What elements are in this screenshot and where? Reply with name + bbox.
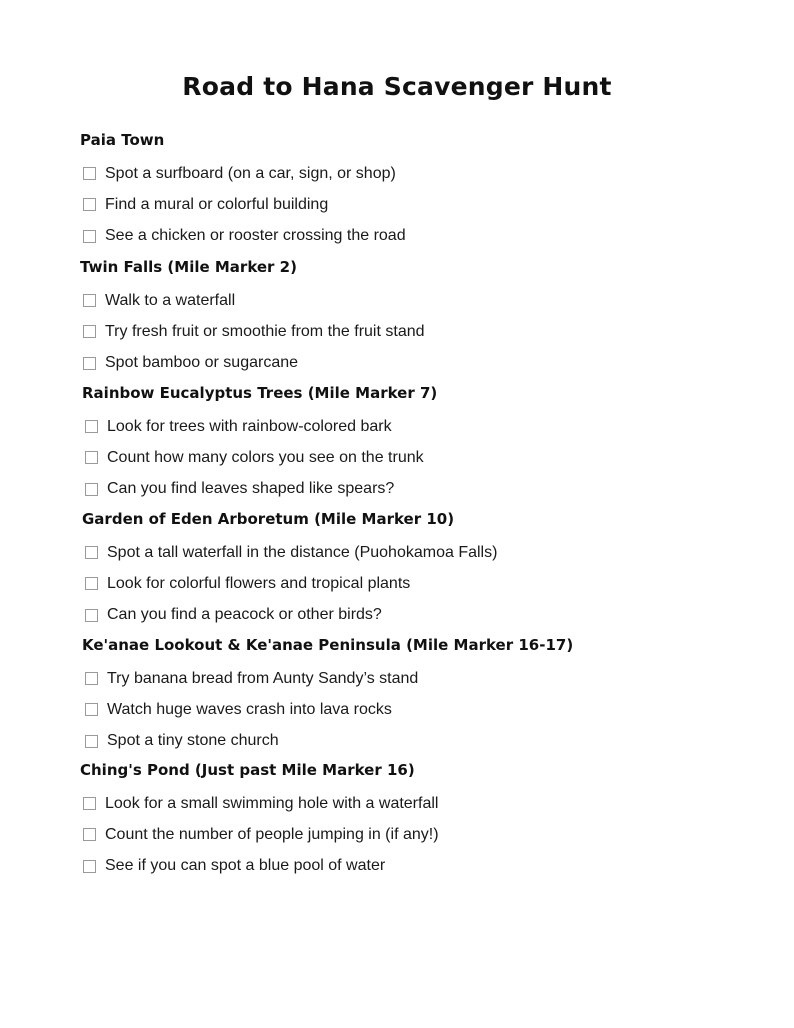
list-item — [82, 694, 573, 725]
list-item — [82, 442, 437, 473]
checkbox[interactable] — [83, 167, 96, 180]
item-label: Count the number of people jumping in (if any!) — [105, 825, 439, 843]
item-label: Try banana bread from Aunty Sandy’s stand — [107, 669, 419, 687]
checkbox[interactable] — [83, 860, 96, 873]
list-item — [82, 726, 573, 757]
section-heading: Ching's Pond (Just past Mile Marker 16) — [80, 761, 415, 779]
section-garden-of-eden — [82, 509, 497, 631]
checkbox[interactable] — [83, 230, 96, 243]
list-item — [80, 221, 406, 252]
section-keanae — [82, 635, 573, 757]
checkbox[interactable] — [85, 546, 98, 559]
section-heading: Ke'anae Lookout & Ke'anae Peninsula (Mile Marker 16-17) — [82, 636, 574, 654]
checkbox[interactable] — [85, 451, 98, 464]
list-item — [82, 600, 497, 631]
section-heading: Rainbow Eucalyptus Trees (Mile Marker 7) — [82, 384, 438, 402]
item-label: Try fresh fruit or smoothie from the fruit stand — [105, 322, 425, 340]
item-label: Can you find leaves shaped like spears? — [107, 480, 395, 498]
checkbox[interactable] — [85, 577, 98, 590]
section-chings-pond — [80, 760, 439, 882]
checkbox[interactable] — [85, 703, 98, 716]
list-item — [80, 788, 439, 819]
section-heading: Paia Town — [80, 131, 165, 149]
item-label: Spot a tiny stone church — [107, 732, 279, 750]
checkbox[interactable] — [85, 609, 98, 622]
list-item — [82, 474, 437, 505]
list-item — [80, 189, 406, 220]
checkbox[interactable] — [83, 198, 96, 211]
list-item — [82, 663, 573, 694]
item-label: Walk to a waterfall — [105, 291, 236, 309]
list-item — [82, 411, 437, 442]
checkbox[interactable] — [83, 828, 96, 841]
item-label: Spot bamboo or sugarcane — [105, 354, 299, 372]
item-label: Spot a surfboard (on a car, sign, or shop) — [105, 164, 396, 182]
item-label: See if you can spot a blue pool of water — [105, 857, 386, 875]
item-label: Watch huge waves crash into lava rocks — [107, 700, 392, 718]
item-label: See a chicken or rooster crossing the road — [105, 227, 406, 245]
checkbox[interactable] — [83, 797, 96, 810]
item-label: Spot a tall waterfall in the distance (Puohokamoa Falls) — [107, 543, 498, 561]
section-paia-town — [80, 130, 406, 252]
item-label: Look for a small swimming hole with a waterfall — [105, 794, 439, 812]
list-item — [82, 537, 497, 568]
checkbox[interactable] — [83, 325, 96, 338]
list-item — [80, 158, 406, 189]
section-rainbow-eucalyptus — [82, 383, 437, 505]
section-heading: Twin Falls (Mile Marker 2) — [80, 258, 297, 276]
section-heading: Garden of Eden Arboretum (Mile Marker 10) — [82, 510, 455, 528]
checkbox[interactable] — [85, 420, 98, 433]
list-item — [80, 851, 439, 882]
checkbox[interactable] — [83, 294, 96, 307]
list-item — [80, 819, 439, 850]
list-item — [82, 568, 497, 599]
list-item — [80, 285, 425, 316]
list-item — [80, 348, 425, 379]
item-label: Find a mural or colorful building — [105, 195, 329, 213]
item-label: Look for trees with rainbow-colored bark — [107, 417, 392, 435]
checkbox[interactable] — [85, 672, 98, 685]
page-title: Road to Hana Scavenger Hunt — [182, 72, 612, 101]
list-item — [80, 316, 425, 347]
checkbox[interactable] — [85, 483, 98, 496]
item-label: Can you find a peacock or other birds? — [107, 606, 382, 624]
checkbox[interactable] — [85, 735, 98, 748]
item-label: Look for colorful flowers and tropical plants — [107, 574, 411, 592]
item-label: Count how many colors you see on the trunk — [107, 448, 424, 466]
checkbox[interactable] — [83, 357, 96, 370]
section-twin-falls — [80, 257, 425, 379]
